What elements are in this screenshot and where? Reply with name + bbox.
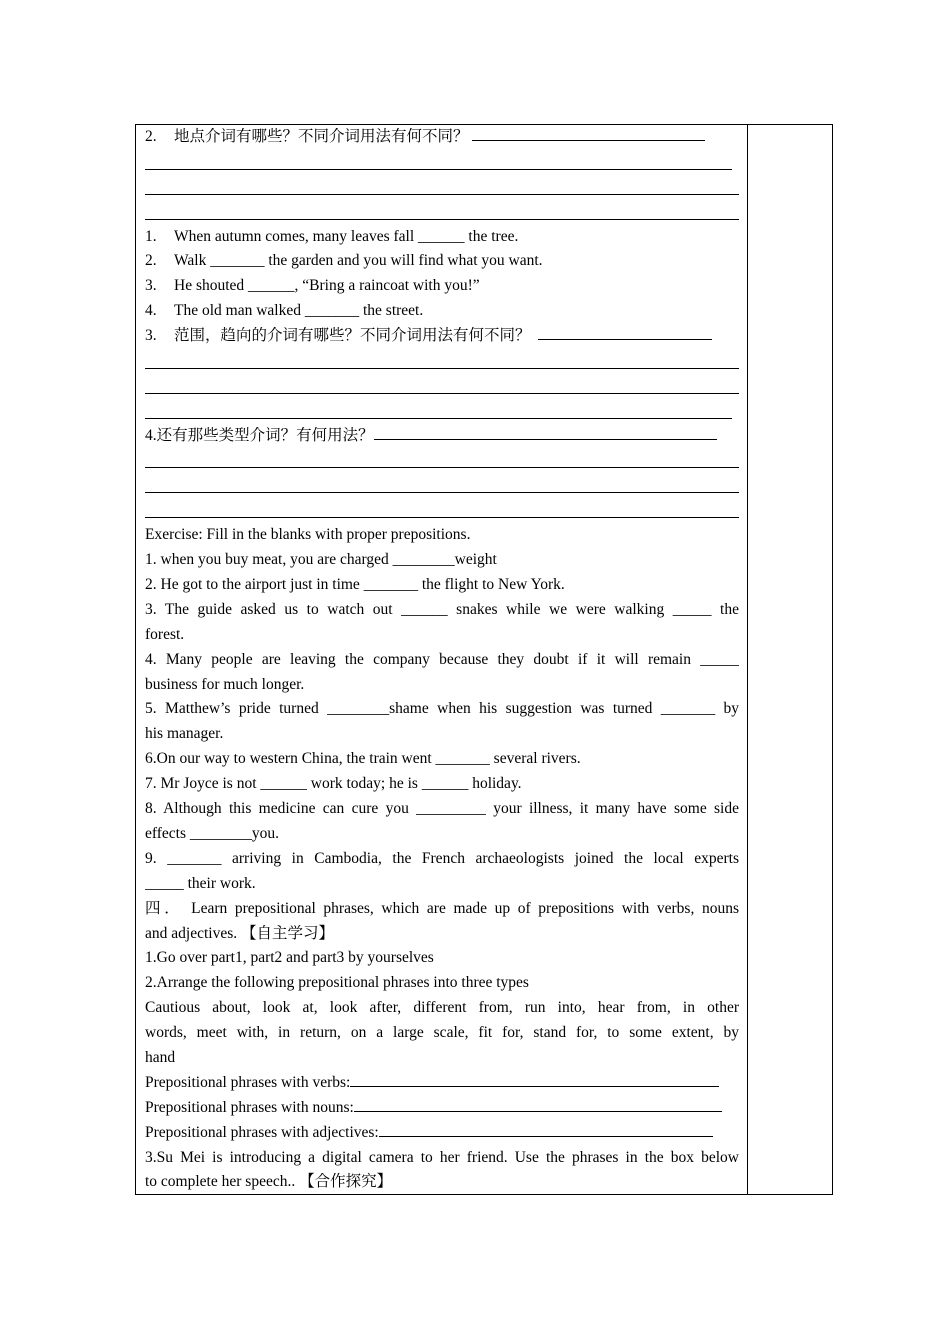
exercise-line: forest. (145, 625, 185, 643)
question-2: 2. 地点介词有哪些？不同介词用法有何不同？ (145, 125, 739, 150)
exercise-line: 2. He got to the airport just in time _______ the flight to New York. (145, 576, 565, 594)
exercise-line: 4. Many people are leaving the company because they doubt if it will remain _____ (145, 650, 739, 668)
answer-line[interactable] (145, 374, 739, 399)
answer-line[interactable] (145, 399, 739, 424)
answer-line[interactable] (145, 449, 739, 474)
exercise-line: _____ their work. (145, 874, 256, 892)
answer-blank[interactable] (538, 324, 712, 340)
exercise-line: business for much longer. (145, 675, 305, 693)
exercise-line: effects ________you. (145, 824, 280, 842)
phrase-list-line: hand (145, 1048, 176, 1066)
section-4-line: and adjectives. 【自主学习】 (145, 924, 334, 942)
exercise-line: 1. when you buy meat, you are charged ________weight (145, 551, 497, 569)
answer-line[interactable] (145, 150, 739, 175)
section-4-line: 2.Arrange the following prepositional phrases into three types (145, 974, 529, 992)
verbs-row: Prepositional phrases with verbs: (145, 1071, 739, 1096)
exercise-line: 5. Matthew’s pride turned ________shame when his suggestion was turned _______ by (145, 700, 739, 718)
section-4-line: 1.Go over part1, part2 and part3 by yourselves (145, 949, 434, 967)
exercise-line: his manager. (145, 725, 224, 743)
place-example-4: 4. The old man walked _______ the street. (145, 302, 424, 320)
place-example-1: 1. When autumn comes, many leaves fall ______ the tree. (145, 227, 519, 245)
worksheet-content (145, 125, 739, 1195)
worksheet-table (135, 124, 833, 1195)
section-4-line: 四． Learn prepositional phrases, which are made up of prepositions with verbs, nouns (145, 899, 739, 917)
question-3: 3. 范围，趋向的介词有哪些？不同介词用法有何不同？ (145, 324, 739, 349)
place-example-3: 3. He shouted ______, “Bring a raincoat with you!” (145, 277, 480, 295)
answer-blank[interactable] (374, 424, 717, 440)
task-3-line: to complete her speech.. 【合作探究】 (145, 1173, 393, 1191)
answer-line[interactable] (145, 498, 739, 523)
answer-line[interactable] (145, 473, 739, 498)
task-3-line: 3.Su Mei is introducing a digital camera to her friend. Use the phrases in the box below (145, 1148, 739, 1166)
column-divider (747, 125, 748, 1194)
answer-line[interactable] (145, 175, 739, 200)
place-example-2: 2. Walk _______ the garden and you will find what you want. (145, 252, 543, 270)
exercise-line: 6.On our way to western China, the train went _______ several rivers. (145, 750, 581, 768)
verbs-answer-blank[interactable] (350, 1071, 719, 1087)
exercise-line: 9. _______ arriving in Cambodia, the French archaeologists joined the local experts (145, 849, 739, 867)
answer-line[interactable] (145, 200, 739, 225)
exercise-heading: Exercise: Fill in the blanks with proper prepositions. (145, 526, 471, 544)
nouns-row: Prepositional phrases with nouns: (145, 1096, 739, 1121)
exercise-line: 8. Although this medicine can cure you _________ your illness, it many have some side (145, 800, 739, 818)
adjectives-row: Prepositional phrases with adjectives: (145, 1121, 739, 1146)
phrase-list-line: words, meet with, in return, on a large scale, fit for, stand for, to some extent, by (145, 1024, 739, 1042)
adjectives-answer-blank[interactable] (379, 1121, 713, 1137)
exercise-line: 7. Mr Joyce is not ______ work today; he is ______ holiday. (145, 775, 522, 793)
answer-blank[interactable] (472, 125, 705, 141)
nouns-answer-blank[interactable] (354, 1096, 722, 1112)
exercise-line: 3. The guide asked us to watch out ______ snakes while we were walking _____ the (145, 600, 739, 618)
question-4: 4.还有那些类型介词？有何用法？ (145, 424, 739, 449)
phrase-list-line: Cautious about, look at, look after, different from, run into, hear from, in other (145, 999, 739, 1017)
answer-line[interactable] (145, 349, 739, 374)
